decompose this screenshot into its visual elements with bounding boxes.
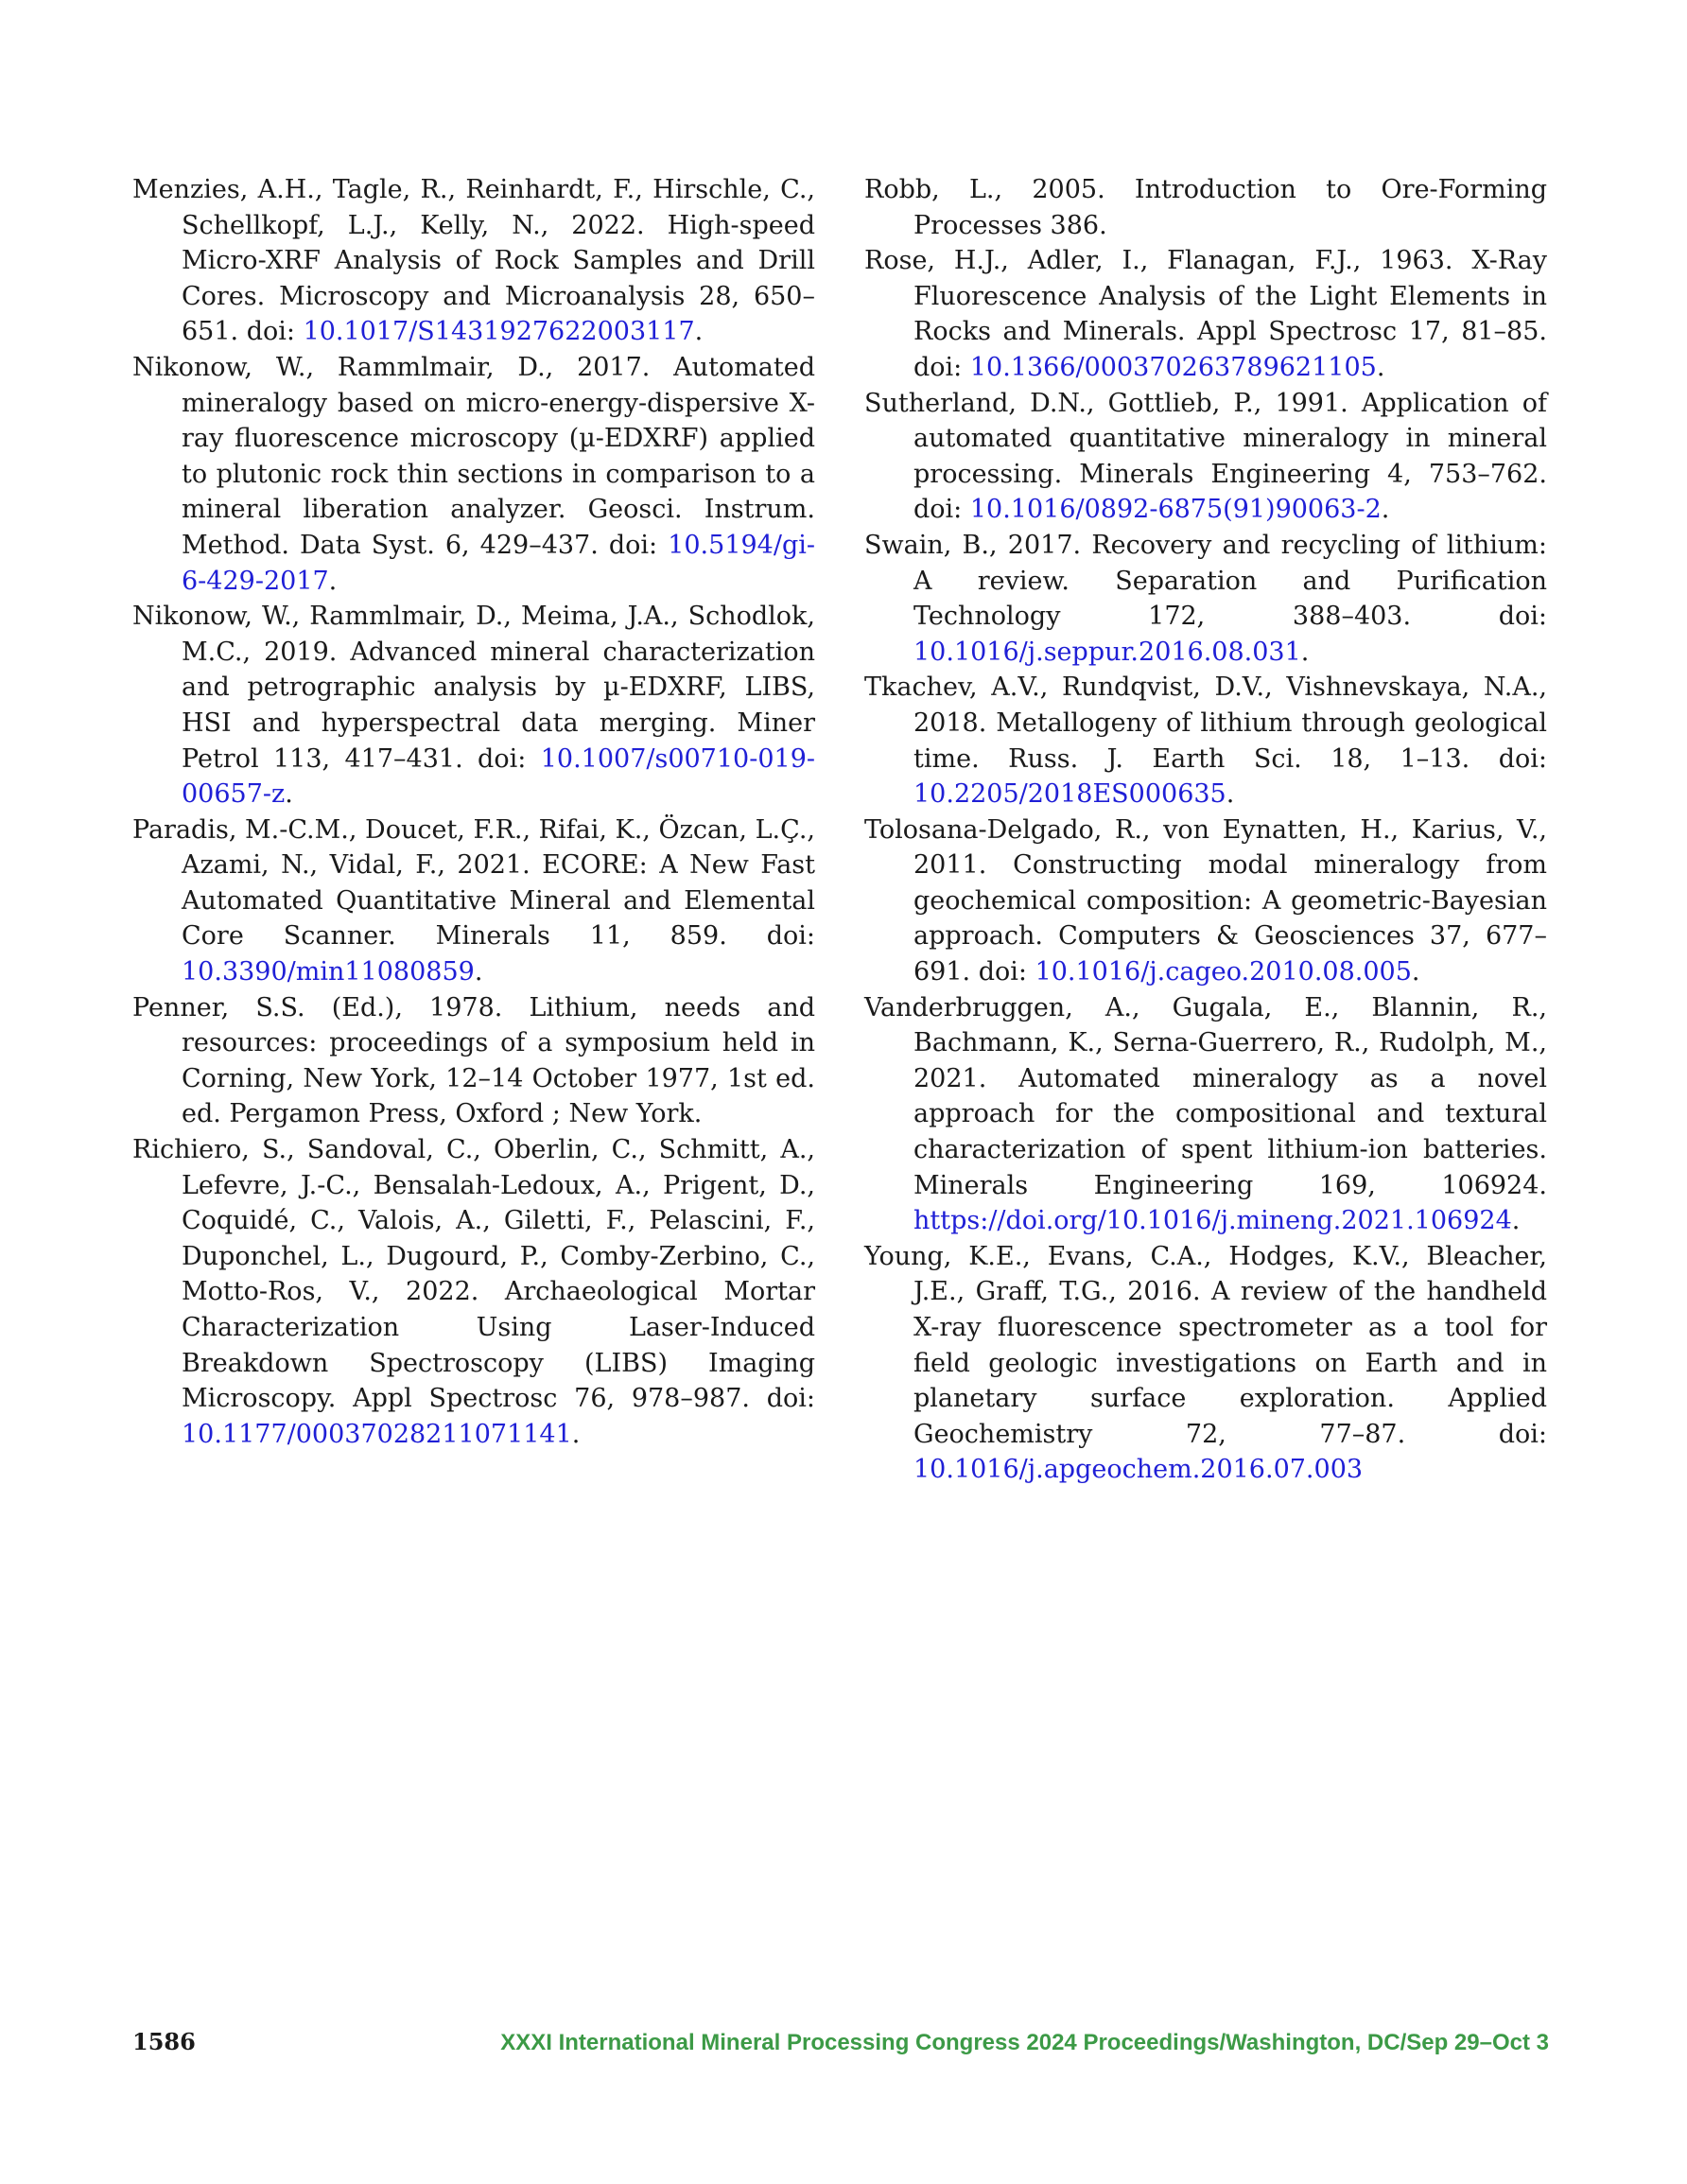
doi-link[interactable]: 10.1007/s00710-019-00657-z <box>182 743 815 810</box>
reference-text: Young, K.E., Evans, C.A., Hodges, K.V., Bleacher, J.E., Graff, T.G., 2016. A review of the handheld X-ray fluorescence spectrometer as a tool for field geologic investigations on Earth and in planetary surface exploration. Applied Geochemistry 72, 77–87. doi: <box>864 1241 1547 1449</box>
reference-entry <box>132 599 815 812</box>
reference-tail: . <box>1226 779 1235 810</box>
reference-entry <box>132 990 815 1132</box>
conference-footer: XXXI International Mineral Processing Congress 2024 Proceedings/Washington, DC/Sep 29–Oct 3 <box>500 2030 1549 2055</box>
reference-tail: . <box>285 779 293 810</box>
doi-link[interactable]: https://doi.org/10.1016/j.mineng.2021.106924 <box>913 1206 1512 1236</box>
doi-link[interactable]: 10.1016/j.seppur.2016.08.031 <box>913 637 1301 667</box>
reference-entry <box>864 990 1547 1239</box>
reference-text: Richiero, S., Sandoval, C., Oberlin, C., Schmitt, A., Lefevre, J.-C., Bensalah-Ledoux, A., Prigent, D., Coquidé, C., Valois, A., Giletti, F., Pelascini, F., Duponchel, L., Dugourd, P., Comby-Zerbino, C., Motto-Ros, V., 2022. Archaeological Mortar Characterization Using Laser-Induced Breakdown Spectroscopy (LIBS) Imaging Microscopy. Appl Spectrosc 76, 978–987. doi: <box>132 1135 815 1414</box>
doi-link[interactable]: 10.1016/j.cageo.2010.08.005 <box>1035 957 1412 987</box>
reference-entry <box>864 812 1547 990</box>
reference-tail: . <box>1381 495 1390 525</box>
references-right-column <box>864 172 1547 1488</box>
reference-text: Rose, H.J., Adler, I., Flanagan, F.J., 1963. X-Ray Fluorescence Analysis of the Light Elements in Rocks and Minerals. Appl Spectrosc 17, 81–85. doi: <box>864 246 1547 382</box>
reference-text: Tolosana-Delgado, R., von Eynatten, H., Karius, V., 2011. Constructing modal mineralogy from geochemical composition: A geometric-Bayesian approach. Computers & Geosciences 37, 677–691. doi: <box>864 814 1547 987</box>
reference-text: Paradis, M.-C.M., Doucet, F.R., Rifai, K., Özcan, L.Ç., Azami, N., Vidal, F., 2021. ECORE: A New Fast Automated Quantitative Mineral and Elemental Core Scanner. Minerals 11, 859. doi: <box>132 814 815 952</box>
reference-entry <box>864 670 1547 812</box>
reference-text: Nikonow, W., Rammlmair, D., 2017. Automated mineralogy based on micro-energy-dispersive X-ray fluorescence microscopy (µ-EDXRF) applied to plutonic rock thin sections in comparison to a mineral liberation analyzer. Geosci. Instrum. Method. Data Syst. 6, 429–437. doi: <box>132 352 815 560</box>
doi-link[interactable]: 10.1016/j.apgeochem.2016.07.003 <box>913 1455 1364 1485</box>
reference-text: Robb, L., 2005. Introduction to Ore-Forming Processes 386. <box>864 175 1547 240</box>
reference-entry <box>864 243 1547 385</box>
doi-link[interactable]: 10.5194/gi-6-429-2017 <box>182 530 815 596</box>
reference-tail: . <box>328 566 338 596</box>
doi-link[interactable]: 10.3390/min11080859 <box>182 957 475 987</box>
reference-entry <box>864 386 1547 528</box>
reference-tail: . <box>1511 1206 1521 1236</box>
reference-tail: . <box>474 957 483 987</box>
reference-entry <box>132 812 815 990</box>
doi-link[interactable]: 10.1177/00037028211071141 <box>182 1419 572 1449</box>
reference-tail: . <box>1411 957 1420 987</box>
reference-tail: . <box>1300 637 1310 667</box>
reference-text: Penner, S.S. (Ed.), 1978. Lithium, needs and resources: proceedings of a symposium held in Corning, New York, 12–14 October 1977, 1st ed. ed. Pergamon Press, Oxford ; New York. <box>132 992 815 1129</box>
reference-entry <box>132 350 815 599</box>
references-left-column <box>132 172 815 1452</box>
reference-text: Menzies, A.H., Tagle, R., Reinhardt, F., Hirschle, C., Schellkopf, L.J., Kelly, N., 2022. High-speed Micro-XRF Analysis of Rock Samples and Drill Cores. Microscopy and Microanalysis 28, 650–651. doi: <box>132 175 815 347</box>
reference-entry <box>864 172 1547 243</box>
reference-tail: . <box>694 317 704 347</box>
page-number: 1586 <box>132 2028 196 2055</box>
reference-entry <box>132 1132 815 1452</box>
reference-tail: . <box>1376 352 1385 382</box>
reference-text: Nikonow, W., Rammlmair, D., Meima, J.A., Schodlok, M.C., 2019. Advanced mineral characterization and petrographic analysis by µ-EDXRF, LIBS, HSI and hyperspectral data merging. Miner Petrol 113, 417–431. doi: <box>132 602 815 774</box>
reference-text: Vanderbruggen, A., Gugala, E., Blannin, R., Bachmann, K., Serna-Guerrero, R., Rudolph, M., 2021. Automated mineralogy as a novel approach for the compositional and textural characterization of spent lithium-ion batteries. Minerals Engineering 169, 106924. <box>864 992 1547 1200</box>
doi-link[interactable]: 10.1017/S1431927622003117 <box>303 317 695 347</box>
reference-text: Swain, B., 2017. Recovery and recycling of lithium: A review. Separation and Purification Technology 172, 388–403. doi: <box>864 530 1547 632</box>
reference-entry <box>864 528 1547 670</box>
reference-text: Sutherland, D.N., Gottlieb, P., 1991. Application of automated quantitative mineralogy in mineral processing. Minerals Engineering 4, 753–762. doi: <box>864 388 1547 525</box>
reference-entry <box>864 1239 1547 1488</box>
doi-link[interactable]: 10.2205/2018ES000635 <box>913 779 1226 810</box>
doi-link[interactable]: 10.1366/000370263789621105 <box>969 352 1377 382</box>
doi-link[interactable]: 10.1016/0892-6875(91)90063-2 <box>969 495 1382 525</box>
reference-tail: . <box>571 1419 581 1449</box>
reference-text: Tkachev, A.V., Rundqvist, D.V., Vishnevskaya, N.A., 2018. Metallogeny of lithium through geological time. Russ. J. Earth Sci. 18, 1–13. doi: <box>864 673 1547 774</box>
reference-entry <box>132 172 815 350</box>
